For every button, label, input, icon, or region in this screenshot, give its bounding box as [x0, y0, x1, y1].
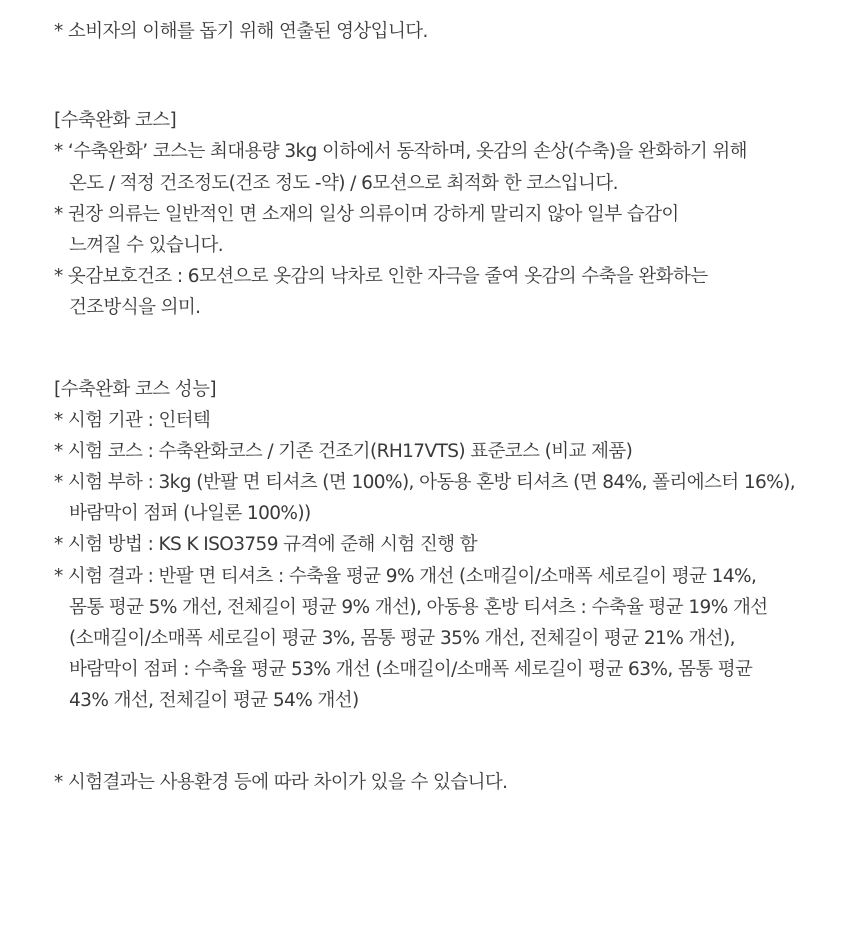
performance-item-line: * 시험 부하 : 3kg (반팔 면 티셔츠 (면 100%), 아동용 혼방 티셔츠 (면 84%, 폴리에스터 16%), [54, 472, 796, 494]
performance-item-line: (소매길이/소매폭 세로길이 평균 3%, 몸통 평균 35% 개선, 전체길이 평균 21% 개선), [69, 628, 735, 649]
performance-item [54, 405, 854, 436]
course-item-line: 느껴질 수 있습니다. [69, 234, 224, 256]
spacer [54, 717, 854, 767]
performance-item-line: * 시험 기관 : 인터텍 [54, 409, 211, 431]
performance-item-line: 43% 개선, 전체길이 평균 54% 개선) [69, 690, 359, 712]
course-item [54, 199, 854, 261]
course-section [54, 105, 854, 323]
course-item [54, 261, 854, 323]
performance-section-heading: [수축완화 코스 성능] [54, 378, 216, 400]
performance-section [54, 374, 854, 717]
spacer [54, 47, 854, 105]
spacer [54, 324, 854, 374]
course-item-line: 온도 / 적정 건조정도(건조 정도 -약) / 6모션으로 최적화 한 코스입니다. [69, 172, 618, 194]
performance-item [54, 467, 854, 529]
course-item-line: * ‘수축완화’ 코스는 최대용량 3kg 이하에서 동작하며, 옷감의 손상(수축)을 완화하기 위해 [54, 141, 747, 163]
performance-item-line: * 시험 방법 : KS K ISO3759 규격에 준해 시험 진행 함 [54, 534, 478, 556]
performance-item-line: * 시험 코스 : 수축완화코스 / 기존 건조기(RH17VTS) 표준코스 (비교 제품) [54, 440, 633, 462]
performance-item [54, 529, 854, 560]
course-item [54, 136, 854, 198]
course-item-line: * 권장 의류는 일반적인 면 소재의 일상 의류이며 강하게 말리지 않아 일부 습감이 [54, 203, 679, 225]
disclaimer-document [54, 16, 854, 798]
intro-note: * 소비자의 이해를 돕기 위해 연출된 영상입니다. [54, 21, 428, 42]
performance-item-line: 몸통 평균 5% 개선, 전체길이 평균 9% 개선), 아동용 혼방 티셔츠 : 수축율 평균 19% 개선 [69, 596, 768, 618]
course-section-heading: [수축완화 코스] [54, 110, 177, 132]
performance-item-line: 바람막이 점퍼 (나일론 100%)) [69, 503, 311, 525]
performance-item [54, 561, 854, 717]
course-item-line: 건조방식을 의미. [69, 297, 201, 319]
performance-item-line: 바람막이 점퍼 : 수축율 평균 53% 개선 (소매길이/소매폭 세로길이 평균 63%, 몸통 평균 [69, 659, 753, 681]
course-item-line: * 옷감보호건조 : 6모션으로 옷감의 낙차로 인한 자극을 줄여 옷감의 수축을 완화하는 [54, 266, 708, 288]
performance-item-line: * 시험 결과 : 반팔 면 티셔츠 : 수축율 평균 9% 개선 (소매길이/소매폭 세로길이 평균 14%, [54, 565, 757, 587]
performance-item [54, 436, 854, 467]
footer-note: * 시험결과는 사용환경 등에 따라 차이가 있을 수 있습니다. [54, 771, 508, 793]
